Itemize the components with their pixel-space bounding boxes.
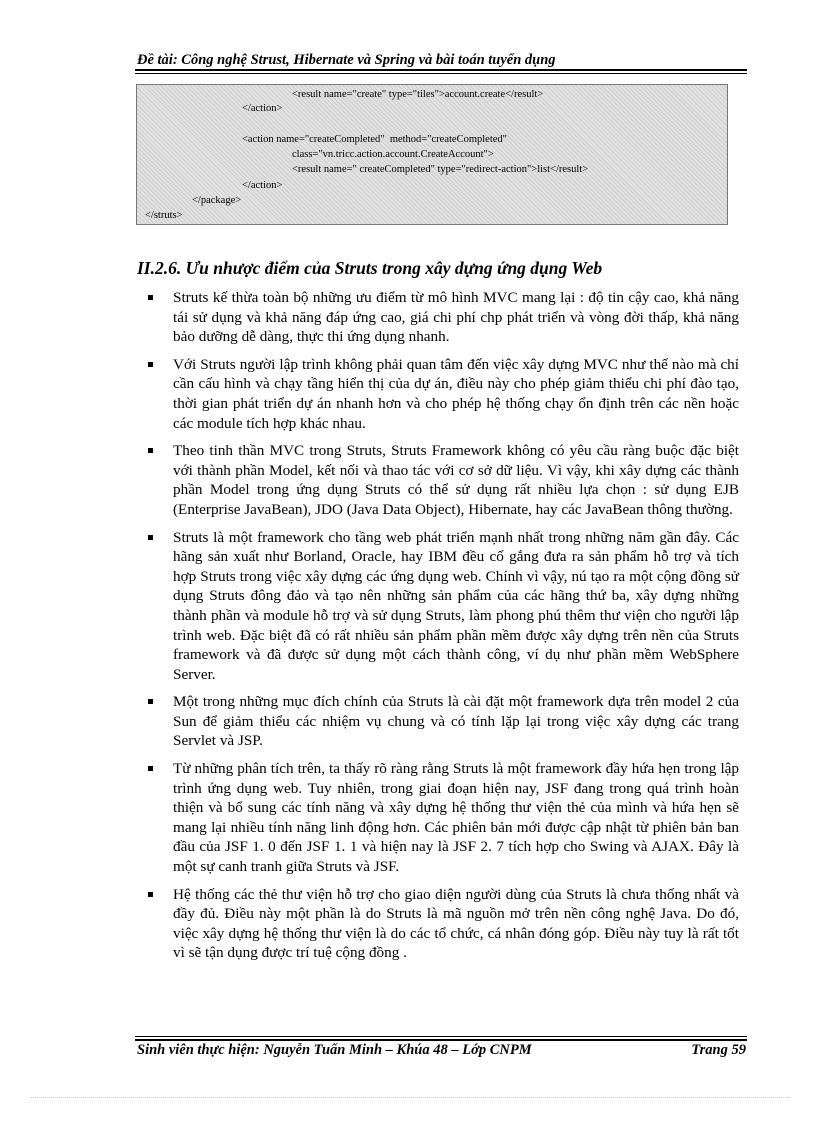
header-rule — [135, 69, 747, 74]
square-bullet-icon — [148, 362, 153, 367]
code-line: <result name=" createCompleted" type="redirect-action">list</result> — [292, 164, 589, 175]
bullet-item — [137, 885, 739, 963]
bullet-item — [137, 441, 739, 519]
bullet-text: Một trong những mục đích chính của Struts là cài đặt một framework dựa trên model 2 của Sun để giảm thiểu các nhiệm vụ chung và có tính lặp lại trong việc xây dựng các trang Servlet và JSP. — [173, 693, 739, 750]
code-line: </action> — [242, 180, 283, 191]
footer-author: Sinh viên thực hiện: Nguyễn Tuấn Minh – Khúa 48 – Lớp CNPM — [137, 1042, 532, 1058]
bullet-text: Hệ thống các thẻ thư viện hỗ trợ cho giao diện người dùng của Struts là chưa thống nhất và đầy đủ. Điều này một phần là do Struts là mã nguồn mở trên nền công nghệ Java. Do đó, việc xây dựng hệ thống thư viện là do các tổ chức, cá nhân đóng góp. Điều này tuy là rất tốt vì sẽ tận dụng được trí tuệ cộng đồng . — [173, 885, 739, 962]
bullet-item — [137, 288, 739, 347]
section-heading: II.2.6. Ưu nhược điểm của Struts trong xây dựng ứng dụng Web — [137, 258, 603, 278]
page-header-title: Đề tài: Công nghệ Strust, Hibernate và Spring và bài toán tuyển dụng — [137, 52, 556, 68]
bullet-item — [137, 759, 739, 877]
footer-rule — [135, 1036, 747, 1041]
code-line: <result name="create" type="tiles">account.create</result> — [292, 89, 544, 100]
bullet-item — [137, 692, 739, 751]
code-line: </package> — [192, 195, 242, 206]
square-bullet-icon — [148, 448, 153, 453]
square-bullet-icon — [148, 535, 153, 540]
square-bullet-icon — [148, 892, 153, 897]
bullet-text: Từ những phân tích trên, ta thấy rõ ràng rằng Struts là một framework đầy hứa hẹn trong lập trình ứng dụng web. Tuy nhiên, trong giai đoạn hiện nay, JSF đang trong quá trình hoàn thiện và bổ sung các tính năng và xây dựng hệ thống thư viện thẻ của mình và hứa hẹn sẽ mang lại nhiều tính năng linh động hơn. Các phiên bản mới được cập nhật từ phiên bản ban đầu của JSF 1. 0 đến JSF 1. 1 và hiện nay là JSF 2. 7 tích hợp cho Swing và AJAX. Đây là một sự canh tranh giữa Struts và JSF. — [173, 760, 739, 876]
bullet-item — [137, 355, 739, 433]
code-line: </action> — [242, 103, 283, 114]
bullet-list — [137, 288, 739, 971]
bullet-text: Struts là một framework cho tầng web phát triển mạnh nhất trong những năm gần đây. Các hãng sản xuất như Borland, Oracle, hay IBM đều cố gắng đưa ra sản phẩm hỗ trợ và tích hợp Struts trong việc xây dựng các ứng dụng web. Chính vì vậy, nú tạo ra một cộng đồng sử dụng Struts đông đảo và tạo nên những sản phẩm của các hãng thứ ba, xây dựng những thành phần và module hỗ trợ và sử dụng Struts, làm phong phú thêm thư viện cho người lập trình web. Đặc biệt đã có rất nhiều sản phẩm phần mềm được xây dựng trên nền của Struts framework và đã được sử dụng một cách thành công, ví dụ như phần mềm WebSphere Server. — [173, 528, 739, 683]
code-line: class="vn.tricc.action.account.CreateAccount"> — [292, 149, 494, 160]
bullet-item — [137, 528, 739, 685]
page-bottom-divider — [30, 1097, 790, 1098]
square-bullet-icon — [148, 766, 153, 771]
square-bullet-icon — [148, 699, 153, 704]
code-line: <action name="createCompleted" method="createCompleted" — [242, 134, 507, 145]
bullet-text: Theo tinh thần MVC trong Struts, Struts Framework không có yêu cầu ràng buộc đặc biệt với thành phần Model, kết nối và thao tác với cơ sở dữ liệu. Vì vậy, khi xây dựng các thành phần Model trong ứng dụng Struts có thể sử dụng rất nhiều lựa chọn : sử dụng EJB (Enterprise JavaBean), JDO (Java Data Object), Hibernate, hay các JavaBean thông thường. — [173, 442, 739, 518]
footer-page-number: Trang 59 — [691, 1042, 746, 1058]
bullet-text: Với Struts người lập trình không phải quan tâm đến việc xây dựng MVC như thế nào mà chỉ cần cấu hình và chạy tầng hiển thị của dự án, điều này cho phép giảm thiểu chi phí đào tạo, thời gian phát triển dự án nhanh hơn và cho phép hệ thống chạy ổn định trên các nền hoặc các module tích hợp khác nhau. — [173, 355, 739, 432]
square-bullet-icon — [148, 295, 153, 300]
code-block — [136, 84, 728, 225]
bullet-text: Struts kế thừa toàn bộ những ưu điểm từ mô hình MVC mang lại : độ tin cậy cao, khả năng tái sử dụng và khả năng đáp ứng cao, giá chi phí chp phát triển và vòng đời thấp, khả năng bảo dưỡng dễ dàng, thực thi ứng dụng nhanh. — [173, 289, 739, 346]
code-line: </struts> — [145, 210, 183, 221]
